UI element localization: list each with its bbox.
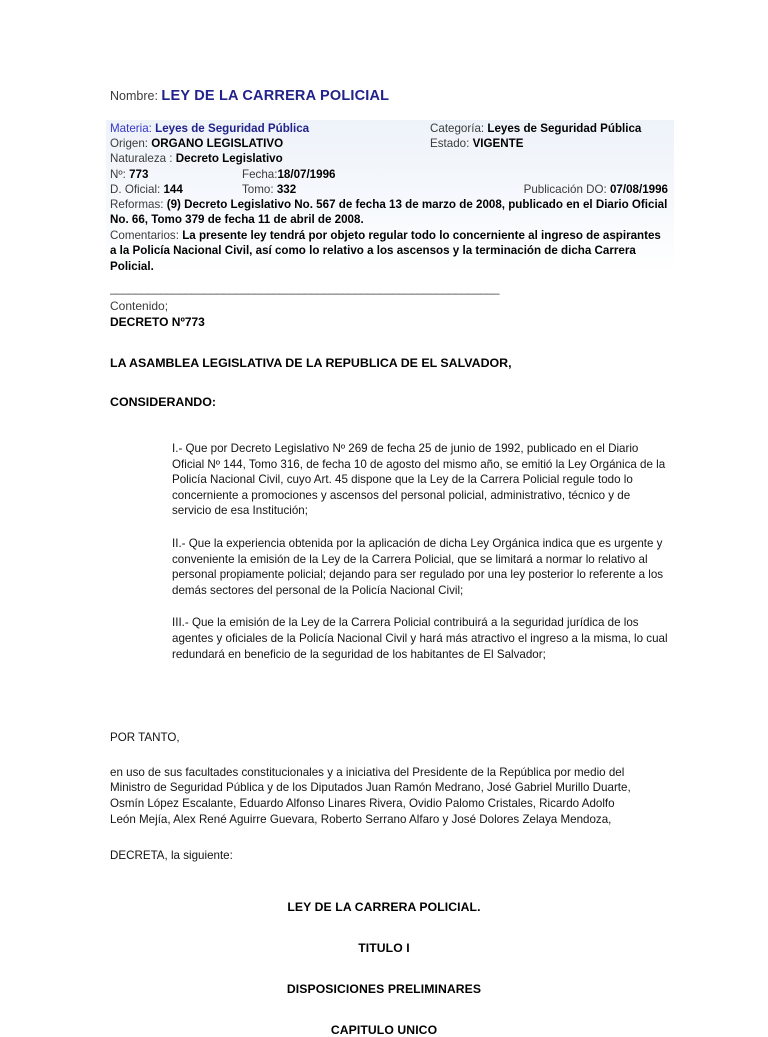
- origen-value: ORGANO LEGISLATIVO: [151, 137, 284, 151]
- considerandos-list: [172, 441, 670, 662]
- numero-value: 773: [129, 167, 149, 181]
- decreto-number: DECRETO Nº773: [110, 315, 205, 330]
- reformas-value: (9) Decreto Legislativo No. 567 de fecha 13 de marzo de 2008, publicado en el Diario Oficial No. 66, Tomo 379 de fecha 11 de abril de 2008.: [110, 198, 668, 227]
- origen-cell: [110, 136, 430, 151]
- reformas-label: Reformas:: [110, 198, 164, 212]
- materia-cell: [110, 121, 430, 136]
- law-headings: [110, 900, 668, 1037]
- categoria-label: Categoría:: [430, 122, 485, 135]
- numero-cell: [110, 167, 242, 182]
- comentarios-label: Comentarios:: [110, 228, 179, 242]
- origen-label: Origen:: [110, 137, 149, 151]
- considerando-item: II.- Que la experiencia obtenida por la aplicación de dicha Ley Orgánica indica que es urgente y conveniente la emisión de la Ley de la Carrera Policial, que se limitará a normar lo relativo al personal propiamente policial; dejando para ser regulado por una ley posterior lo referente a los demás sectores del personal de la Policía Nacional Civil;: [172, 537, 664, 597]
- considerando-item: III.- Que la emisión de la Ley de la Carrera Policial contribuirá a la seguridad jurídica de los agentes y oficiales de la Policía Nacional Civil y hará más atractivo el ingreso a la misma, lo cual redundará en beneficio de la seguridad de los habitantes de El Salvador;: [172, 616, 668, 661]
- tomo-cell: [242, 182, 422, 197]
- meta-row-naturaleza: [110, 151, 668, 166]
- fecha-label: Fecha:: [242, 167, 278, 181]
- doficial-cell: [110, 182, 242, 197]
- heading-capitulo: CAPITULO UNICO: [330, 1022, 438, 1037]
- asamblea-heading: LA ASAMBLEA LEGISLATIVA DE LA REPUBLICA DE EL SALVADOR,: [110, 356, 512, 371]
- por-tanto-heading: POR TANTO,: [110, 731, 180, 745]
- fecha-cell: [242, 167, 668, 182]
- considerando-heading: CONSIDERANDO:: [110, 395, 217, 410]
- meta-row-oficial: [110, 182, 668, 197]
- estado-label: Estado:: [430, 137, 470, 151]
- meta-row-origen: [110, 136, 668, 151]
- naturaleza-value: Decreto Legislativo: [175, 152, 283, 166]
- doficial-label: D. Oficial:: [110, 182, 161, 196]
- categoria-cell: [430, 121, 668, 136]
- por-tanto-body: en uso de sus facultades constitucionales y a iniciativa del Presidente de la República por medio del Ministro de Seguridad Pública y de los Diputados Juan Ramón Medrano, José Gabriel Murillo Duarte, Osmín López Escalante, Eduardo Alfonso Linares Rivera, Ovidio Palomo Cristales, Ricardo Adolfo León Mejía, Alex René Aguirre Guevara, Roberto Serrano Alfaro y José Dolores Zelaya Mendoza,: [110, 765, 631, 826]
- categoria-value: Leyes de Seguridad Pública: [487, 122, 642, 135]
- meta-row-numero: [110, 167, 668, 182]
- naturaleza-label: Naturaleza :: [110, 152, 173, 166]
- heading-ley-title: LEY DE LA CARRERA POLICIAL.: [287, 899, 481, 914]
- metadata-band: [106, 120, 674, 274]
- page-title: LEY DE LA CARRERA POLICIAL: [161, 88, 390, 104]
- publicacion-value: 07/08/1996: [609, 182, 668, 196]
- considerando-item: I.- Que por Decreto Legislativo Nº 269 de fecha 25 de junio de 1992, publicado en el Diario Oficial Nº 144, Tomo 316, de fecha 10 de agosto del mismo año, se emitió la Ley Orgánica de la Policía Nacional Civil, cuyo Art. 45 dispone que la Ley de la Carrera Policial regule todo lo concerniente a promociones y ascensos del personal policial, administrativo, técnico y de servicio de esa Institución;: [172, 442, 666, 518]
- horizontal-separator: ______________________________________________________________: [110, 282, 499, 296]
- heading-disposiciones: DISPOSICIONES PRELIMINARES: [286, 981, 482, 996]
- comentarios-block: [110, 228, 668, 274]
- decreta-line: DECRETA, la siguiente:: [110, 849, 233, 863]
- naturaleza-cell: [110, 151, 430, 166]
- publicacion-label: Publicación DO:: [523, 182, 607, 196]
- tomo-value: 332: [276, 182, 297, 196]
- estado-value: VIGENTE: [472, 137, 524, 151]
- comentarios-value: La presente ley tendrá por objeto regular todo lo concerniente al ingreso de aspirantes a la Policía Nacional Civil, así como lo relativo a los ascensos y la terminación de dicha Carrera Policial.: [110, 228, 661, 273]
- heading-titulo: TITULO I: [358, 940, 410, 955]
- materia-value: Leyes de Seguridad Pública: [155, 122, 310, 135]
- estado-cell: [430, 136, 668, 151]
- contenido-label: Contenido;: [110, 299, 169, 314]
- tomo-label: Tomo:: [242, 182, 274, 196]
- reformas-block: [110, 197, 668, 228]
- doficial-value: 144: [163, 182, 183, 196]
- publicacion-cell: [422, 182, 668, 197]
- numero-label: Nº:: [110, 167, 126, 181]
- document-name-line: [110, 88, 668, 105]
- materia-label: Materia:: [110, 122, 152, 135]
- meta-row-materia: [110, 121, 668, 136]
- fecha-value: 18/07/1996: [277, 167, 336, 181]
- nombre-label: Nombre:: [110, 89, 158, 103]
